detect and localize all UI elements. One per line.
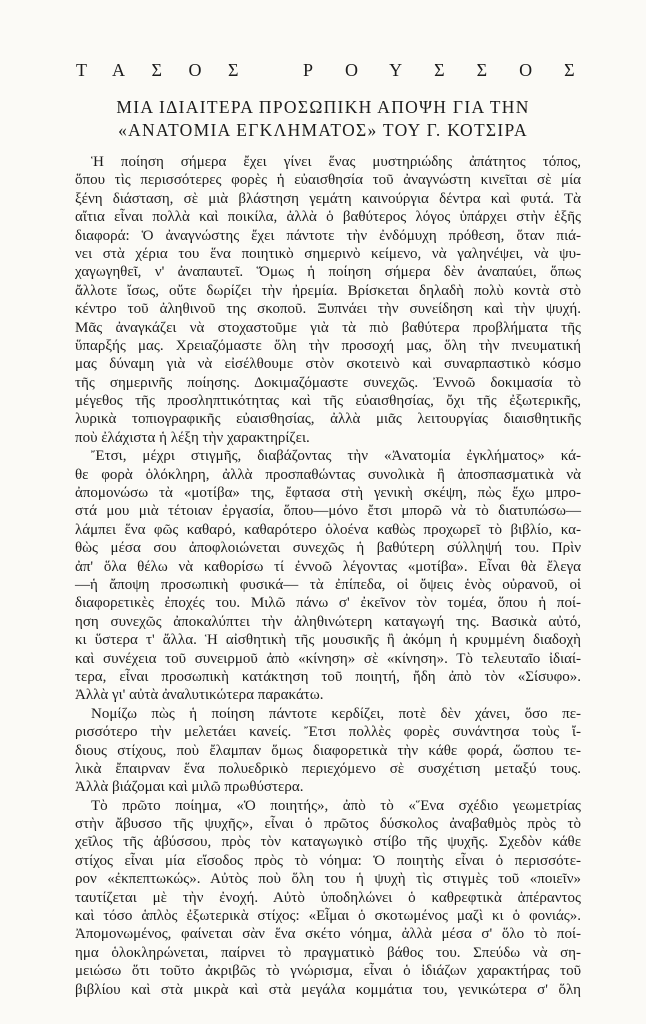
body-line: διαφορά: Ὁ ἀναγνώστης ἔχει πάντοτε τὴν ἐνδόμυχη πρόθεση, ὅταν πιά- bbox=[75, 227, 581, 244]
paragraph bbox=[75, 153, 581, 447]
body-line: διους στίχους, ποὺ ἔλαμπαν ὅμως διαφορετικὰ τὴν κάθε φορά, ὥσπου τε- bbox=[75, 742, 581, 759]
body-line: καὶ συνέχεια τοῦ συνειρμοῦ ἀπὸ «κίνηση» σὲ «κίνηση». Τὸ τελευταῖο ἰδιαί- bbox=[75, 650, 581, 667]
body-line: λάμπει ἕνα φῶς καθαρό, καθαρότερο ὁλοένα καθὼς προχωρεῖ τὸ βιβλίο, κα- bbox=[75, 521, 581, 538]
body-line: μειώσω ὅτι τοῦτο ἀκριβῶς τὸ γνώρισμα, εἶναι ὁ ἰδιάζων χαρακτήρας τοῦ bbox=[75, 963, 581, 980]
body-line: στίχος εἶναι μία εἴσοδος πρὸς τὸ νόημα: Ὁ ποιητὴς εἶναι ὁ περισσότε- bbox=[75, 852, 581, 869]
body-line: Τὸ πρῶτο ποίημα, «Ὁ ποιητής», ἀπὸ τὸ «Ἕνα σχέδιο γεωμετρίας bbox=[91, 797, 581, 814]
body-line: ρισσότερο τὴν μελετάει κανείς. Ἔτσι πολλὲς φορὲς συνάντησα τοὺς ἴ- bbox=[75, 724, 581, 741]
body-line: μέγεθος τῆς προσληπτικότητας καὶ τῆς εὐαισθησίας, ὄχι τῆς ἐξωτερικῆς, bbox=[75, 393, 581, 410]
paragraph bbox=[75, 797, 581, 999]
body-line: ἀπ' ὅλα θέλω νὰ καθορίσω τί ἐννοῶ λέγοντας «μοτίβα». Εἶναι θὰ ἔλεγα bbox=[75, 558, 581, 575]
body-line: λυρικὰ τοπιογραφικῆς εὐαισθησίας, ἀλλὰ μιᾶς λειτουργίας διαισθητικῆς bbox=[75, 411, 581, 428]
running-header bbox=[0, 58, 646, 82]
body-line: χεῖλος τῆς ἀβύσσου, πρὸς τὸν καταγωγικὸ στίβο τῆς ψυχῆς. Σχεδὸν κάθε bbox=[75, 834, 581, 851]
body-line: νει στὰ χέρια του ἕνα ποιητικὸ σημερινὸ κείμενο, νὰ γαληνέψει, νὰ ψυ- bbox=[75, 245, 581, 262]
body-line: θὼς μέσα σου ἀποφλοιώνεται συνεχῶς ἡ βαθύτερη σύλληψή του. Πρὶν bbox=[75, 540, 581, 557]
body-line: Ἀλλὰ βιάζομαι καὶ μιλῶ πρωθύστερα. bbox=[75, 779, 304, 796]
body-line: κι ὕστερα τ' ἄλλα. Ἡ αἰσθητικὴ τῆς μουσικῆς ἢ ἀκόμη ἡ κρυμμένη διαδοχὴ bbox=[75, 632, 581, 649]
author-first-name: ΤΑΣΟΣ bbox=[76, 60, 266, 80]
body-line: ἀπομονώσω τὰ «μοτίβα» της, ἔφτασα στὴ γενικὴ σκέψη, πὼς ἔχω μπρο- bbox=[75, 485, 581, 502]
body-line: —ἡ ἄποψη προσωπικὴ φυσικά— τὰ ἐπίπεδα, οἱ ὄψεις ἑνὸς οὐρανοῦ, οἱ bbox=[75, 576, 581, 593]
article-title bbox=[60, 96, 586, 142]
body-line: χαγωγηθεῖ, ν' ἀναπαυτεῖ. Ὅμως ἡ ποίηση σήμερα δὲν ἀναπαύει, ὅπως bbox=[75, 264, 581, 281]
body-line: ξένη διάσταση, σὲ μιὰ βλάστηση γεμάτη καινούργια δέντρα καὶ φυτά. Τὰ bbox=[75, 190, 581, 207]
body-line: μας δύναμη γιὰ νὰ εἰσέλθουμε στὸν σκοτεινὸ καὶ συναρπαστικὸ κόσμο bbox=[75, 356, 581, 373]
body-line: Ἔτσι, μέχρι στιγμῆς, διαβάζοντας τὴν «Ἀνατομία ἐγκλήματος» κά- bbox=[91, 448, 581, 465]
body-line: Ἀπομονωμένος, φαίνεται σὰν ἕνα σκέτο νόημα, ἀλλὰ μέσα σ' ὅλο τὸ ποί- bbox=[75, 926, 581, 943]
body-line: ὅπου τὶς περισσότερες φορὲς ἡ εὐαισθησία τοῦ ἀναγνώστη κινεῖται σὲ μία bbox=[75, 172, 581, 189]
body-line: ποὺ ἐλάχιστα ἡ λέξη τὴν χαρακτηρίζει. bbox=[75, 429, 310, 446]
body-line: θε φορὰ ὁλόκληρη, ἀλλὰ προσπαθώντας συνολικὰ ἢ ἀποσπασματικὰ νὰ bbox=[75, 466, 581, 483]
body-line: Νομίζω πὼς ἡ ποίηση πάντοτε κερδίζει, ποτὲ δὲν χάνει, ὅσο πε- bbox=[91, 705, 581, 722]
body-line: λικὰ ἔπαιρναν ἕνα πολυεδρικὸ περιεχόμενο σὲ συσχέτιση μεταξύ τους. bbox=[75, 760, 581, 777]
body-line: τερα, εἶναι προσωπικὴ κατάκτηση τοῦ ποιητή, ἤδη ἀπὸ τὸν «Σίσυφο». bbox=[75, 668, 581, 685]
body-line: Ἀλλὰ γι' αὐτὰ ἀναλυτικώτερα παρακάτω. bbox=[75, 687, 324, 704]
body-line: Μᾶς ἀναγκάζει νὰ στοχαστοῦμε γιὰ τὰ πιὸ βαθύτερα προβλήματα τῆς bbox=[75, 319, 581, 336]
body-line: στὴν ἄβυσσο τῆς ψυχῆς», εἶναι ὁ πρῶτος δύσκολος ἀναβαθμὸς πρὸς τὸ bbox=[75, 816, 581, 833]
paragraph bbox=[75, 447, 581, 704]
body-line: ταυτίζεται μὲ τὴν ἐνοχή. Αὐτὸ ὑποδηλώνει ὁ καθρεφτικὰ ἀπέραντος bbox=[75, 889, 581, 906]
title-line: «ΑΝΑΤΟΜΙΑ ΕΓΚΛΗΜΑΤΟΣ» ΤΟΥ Γ. ΚΟΤΣΙΡΑ bbox=[118, 120, 528, 140]
title-line: ΜΙΑ ΙΔΙΑΙΤΕΡΑ ΠΡΟΣΩΠΙΚΗ ΑΠΟΨΗ ΓΙΑ ΤΗΝ bbox=[116, 97, 530, 117]
body-line: στά μου μιὰ τέτοιαν ἐργασία, ὅπου—μόνο ἔτσι μπορῶ νὰ τὸ διατυπώσω— bbox=[75, 503, 581, 520]
body-line: διαφορετικὲς ἐποχές του. Μιλῶ πάνω σ' ἐκεῖνον τὸν τομέα, ὅπου ἡ ποί- bbox=[75, 595, 581, 612]
body-line: ρον «ἐκπεπτωκώς». Αὐτὸς ποὺ ὅλη του ἡ ψυχὴ τὶς στιγμὲς τοῦ «ποιεῖν» bbox=[75, 871, 581, 888]
body-line: ηση συνεχῶς ἀποκαλύπτει τὴν ἀληθινώτερη καταγωγή της. Βασικὰ αὐτό, bbox=[75, 613, 581, 630]
body-line: ἄλλοτε ἴσως, οὔτε δωρίζει τὴν ἠρεμία. Βρίσκεται δηλαδὴ πολὺ κοντὰ στὸ bbox=[75, 282, 581, 299]
body-line: Ἡ ποίηση σήμερα ἔχει γίνει ἕνας μυστηριώδης ἀπάτητος τόπος, bbox=[91, 154, 581, 170]
body-line: τῆς σημερινῆς ποίησης. Δοκιμαζόμαστε συνεχῶς. Ἐννοῶ δοκιμασία τὸ bbox=[75, 374, 581, 391]
author-last-name: ΡΟΥΣΣΟΣ bbox=[303, 60, 607, 80]
paragraph bbox=[75, 705, 581, 797]
body-line: αἴτια εἶναι πολλὰ καὶ ποικίλα, ἀλλὰ ὁ βαθύτερος λόγος ὑπάρχει στὴν ἑξῆς bbox=[75, 209, 581, 226]
body-line: καὶ τόσο ἁπλὸς ἐξωτερικὰ στίχος: «Εἶμαι ὁ σκοτωμένος μαζὶ κι ὁ φονιάς». bbox=[75, 908, 581, 925]
article-body bbox=[75, 153, 581, 999]
body-line: κέντρο τοῦ ἀληθινοῦ της σκοποῦ. Ξυπνάει τὴν συνείδηση καὶ τὴν ψυχή. bbox=[75, 301, 581, 318]
body-line: βιβλίου καὶ στὰ μικρὰ καὶ στὰ μεγάλα κομμάτια του, γενικώτερα σ' ὅλη bbox=[75, 981, 581, 998]
body-line: ὕπαρξής μας. Χρειαζόμαστε ὅλη τὴν προσοχή μας, ὅλη τὴν πνευματική bbox=[75, 337, 581, 354]
body-line: ημα ὁλοκληρώνεται, παίρνει τὸ πραγματικὸ βάθος του. Σπεύδω νὰ ση- bbox=[75, 944, 581, 961]
